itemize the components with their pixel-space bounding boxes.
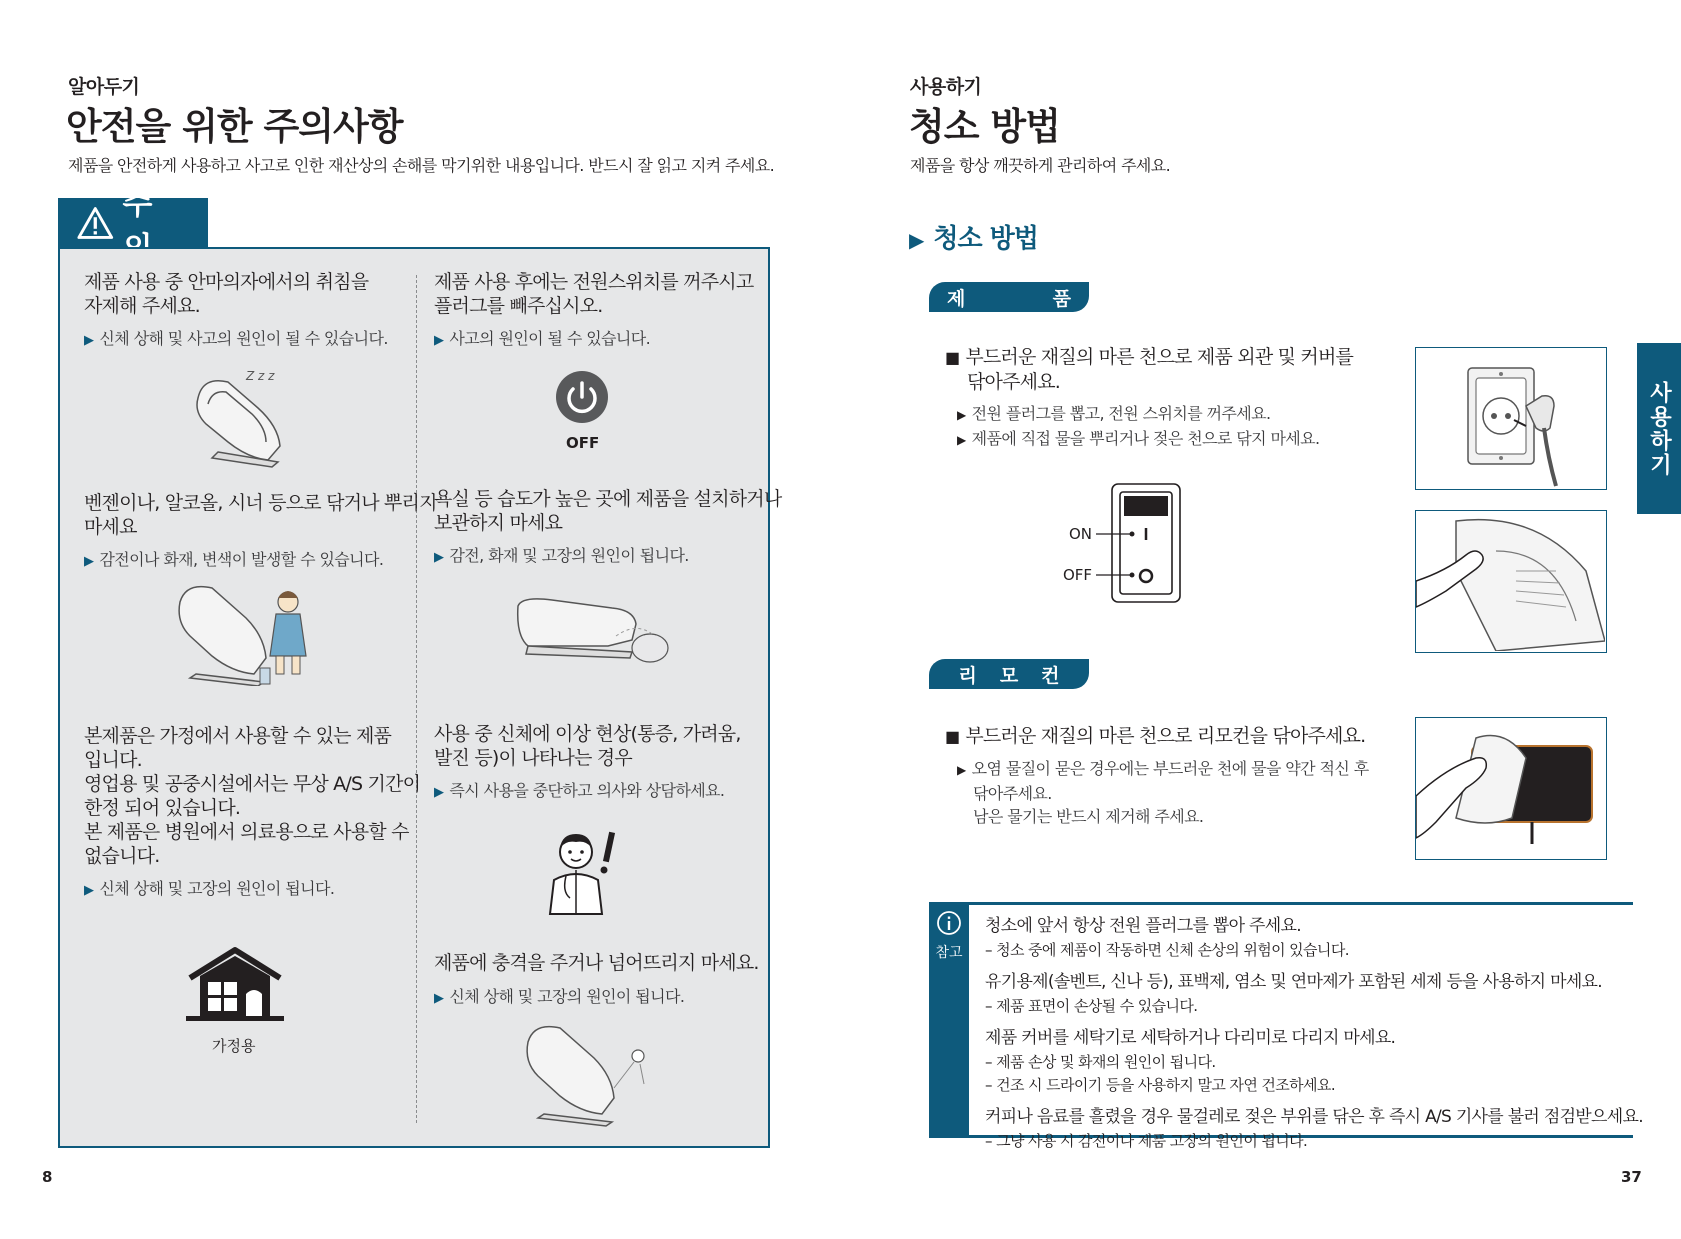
info-icon — [936, 910, 962, 936]
caution-label: 주 — [122, 186, 159, 222]
item-title: 본제품은 가정에서 사용할 수 있는 제품 — [84, 725, 392, 747]
caution-item-power-off — [434, 270, 753, 349]
item-title: 보관하지 마세요 — [434, 512, 563, 534]
product-main-line: ■ 부드러운 재질의 마른 천으로 제품 외관 및 커버를 — [945, 346, 1354, 368]
item-title: 발진 등)이 나타나는 경우 — [434, 747, 632, 769]
reference-sub: – 건조 시 드라이기 등을 사용하지 말고 자연 건조하세요. — [985, 1076, 1335, 1094]
item-note: ▶ 사고의 원인이 될 수 있습니다. — [434, 329, 651, 348]
right-page-number: 37 — [1621, 1168, 1642, 1186]
reference-side-bar — [929, 902, 969, 1138]
reference-sub: – 제품 표면이 손상될 수 있습니다. — [985, 997, 1198, 1015]
product-note: ▶ 전원 플러그를 뽑고, 전원 스위치를 꺼주세요. — [957, 404, 1271, 423]
item-title: 한정 되어 있습니다. — [84, 797, 241, 819]
item-title: 영업용 및 공중시설에서는 무상 A/S 기간이 — [84, 773, 421, 795]
hand-wiping-chair-illustration — [1416, 511, 1605, 651]
item-title: 없습니다. — [84, 845, 160, 867]
caution-tab — [58, 186, 208, 248]
left-page-title: 안전을 위한 주의사항 — [66, 105, 403, 148]
column-divider — [416, 275, 417, 1123]
product-instructions — [945, 345, 1353, 452]
reference-main: 유기용제(솔벤트, 신나 등), 표백제, 염소 및 연마제가 포함된 세제 등을 사용하지 마세요. — [985, 972, 1602, 992]
caution-item-sleep — [84, 270, 388, 349]
switch-on-label: ON — [1069, 525, 1093, 543]
remote-note: ▶ 오염 물질이 묻은 경우에는 부드러운 천에 물을 약간 적신 후 — [957, 759, 1369, 778]
sleeping-chair-illustration — [188, 368, 298, 468]
triangle-icon: ▶ — [909, 228, 924, 252]
side-tab: 사용하기 — [1637, 343, 1681, 514]
power-icon — [555, 370, 609, 424]
switch-pointer-lines — [1094, 528, 1138, 580]
item-note: ▶ 감전이나 화재, 변색이 발생할 수 있습니다. — [84, 550, 384, 569]
right-page-subtitle: 제품을 항상 깨끗하게 관리하여 주세요. — [910, 156, 1171, 175]
item-title: 플러그를 빼주십시오. — [434, 295, 603, 317]
remote-wipe-photo — [1415, 717, 1607, 860]
caution-item-solvent — [84, 491, 437, 570]
remote-note: 남은 물기는 반드시 제거해 주세요. — [973, 807, 1204, 826]
reference-sub: – 청소 중에 제품이 작동하면 신체 손상의 위험이 있습니다. — [985, 941, 1349, 959]
item-note: ▶ 감전, 화재 및 고장의 원인이 됩니다. — [434, 546, 689, 565]
reference-main: 청소에 앞서 항상 전원 플러그를 뽑아 주세요. — [985, 916, 1301, 936]
caution-item-impact — [434, 951, 759, 1007]
doctor-illustration — [546, 828, 618, 916]
item-title: 자제해 주세요. — [84, 295, 200, 317]
product-main-line: 닦아주세요. — [967, 371, 1061, 393]
item-title: 사용 중 신체에 이상 현상(통증, 가려움, — [434, 723, 741, 745]
house-icon — [186, 946, 284, 1022]
reference-sub: – 제품 손상 및 화재의 원인이 됩니다. — [985, 1053, 1216, 1071]
left-eyebrow: 알아두기 — [68, 76, 140, 98]
item-title: 제품 사용 중 안마의자에서의 취침을 — [84, 271, 369, 293]
item-note: ▶ 신체 상해 및 사고의 원인이 될 수 있습니다. — [84, 329, 388, 348]
remote-pill: 리 모 컨 — [929, 659, 1089, 689]
humidifier-illustration — [512, 596, 672, 670]
item-title: 제품에 충격을 주거나 넘어뜨리지 마세요. — [434, 952, 759, 974]
item-title: 벤젠이나, 알코올, 시너 등으로 닦거나 뿌리지 — [84, 492, 437, 514]
product-note: ▶ 제품에 직접 물을 뿌리거나 젖은 천으로 닦지 마세요. — [957, 429, 1320, 448]
left-page-subtitle: 제품을 안전하게 사용하고 사고로 인한 재산상의 손해를 막기위한 내용입니다. 반드시 잘 읽고 지켜 주세요. — [68, 156, 775, 175]
right-eyebrow: 사용하기 — [910, 76, 982, 98]
remote-note: 닦아주세요. — [973, 784, 1052, 803]
item-title: 본 제품은 병원에서 의료용으로 사용할 수 — [84, 821, 409, 843]
svg-text:Z z z: Z z z — [246, 369, 275, 383]
caution-box — [58, 247, 770, 1148]
item-title: 마세요 — [84, 516, 137, 538]
switch-off-label: OFF — [1063, 566, 1093, 584]
right-page-title: 청소 방법 — [909, 105, 1060, 148]
left-page-number: 8 — [42, 1168, 53, 1186]
square-bullet-icon: ■ — [945, 727, 960, 746]
remote-instructions — [945, 724, 1369, 828]
reference-sub: – 그냥 사용 시 감전이나 제품 고장의 원인이 됩니다. — [985, 1132, 1308, 1150]
socket-photo — [1415, 347, 1607, 490]
item-note: ▶ 신체 상해 및 고장의 원인이 됩니다. — [434, 987, 685, 1006]
warning-icon — [76, 205, 115, 241]
caution-item-symptoms — [434, 722, 741, 801]
off-caption: OFF — [566, 434, 600, 452]
caution-item-household — [84, 724, 420, 899]
item-title: 욕실 등 습도가 높은 곳에 제품을 설치하거나 — [434, 488, 782, 510]
section-heading: ▶ 청소 방법 — [909, 224, 1038, 254]
item-title: 제품 사용 후에는 전원스위치를 꺼주시고 — [434, 271, 754, 293]
chair-cleaning-illustration — [172, 578, 322, 686]
square-bullet-icon: ■ — [945, 348, 960, 367]
item-title: 입니다. — [84, 749, 142, 771]
reference-main: 커피나 음료를 흘렸을 경우 물걸레로 젖은 부위를 닦은 후 즉시 A/S 기사를 불러 점검받으세요. — [985, 1107, 1643, 1127]
caution-item-humidity — [434, 487, 781, 566]
household-caption: 가정용 — [212, 1037, 256, 1055]
reference-list — [985, 911, 1643, 1151]
remote-main-line: ■ 부드러운 재질의 마른 천으로 리모컨을 닦아주세요. — [945, 725, 1366, 747]
item-note: ▶ 신체 상해 및 고장의 원인이 됩니다. — [84, 879, 335, 898]
reference-top-rule — [929, 902, 1633, 905]
hand-wiping-remote-illustration — [1416, 718, 1605, 858]
reference-label: 참고 — [935, 945, 963, 961]
product-pill: 제 품 — [929, 282, 1089, 312]
chair-impact-illustration — [522, 1018, 652, 1128]
reference-main: 제품 커버를 세탁기로 세탁하거나 다리미로 다리지 마세요. — [985, 1028, 1396, 1048]
item-note: ▶ 즉시 사용을 중단하고 의사와 상담하세요. — [434, 781, 725, 800]
chair-wipe-photo — [1415, 510, 1607, 653]
wall-socket-illustration — [1416, 348, 1605, 488]
